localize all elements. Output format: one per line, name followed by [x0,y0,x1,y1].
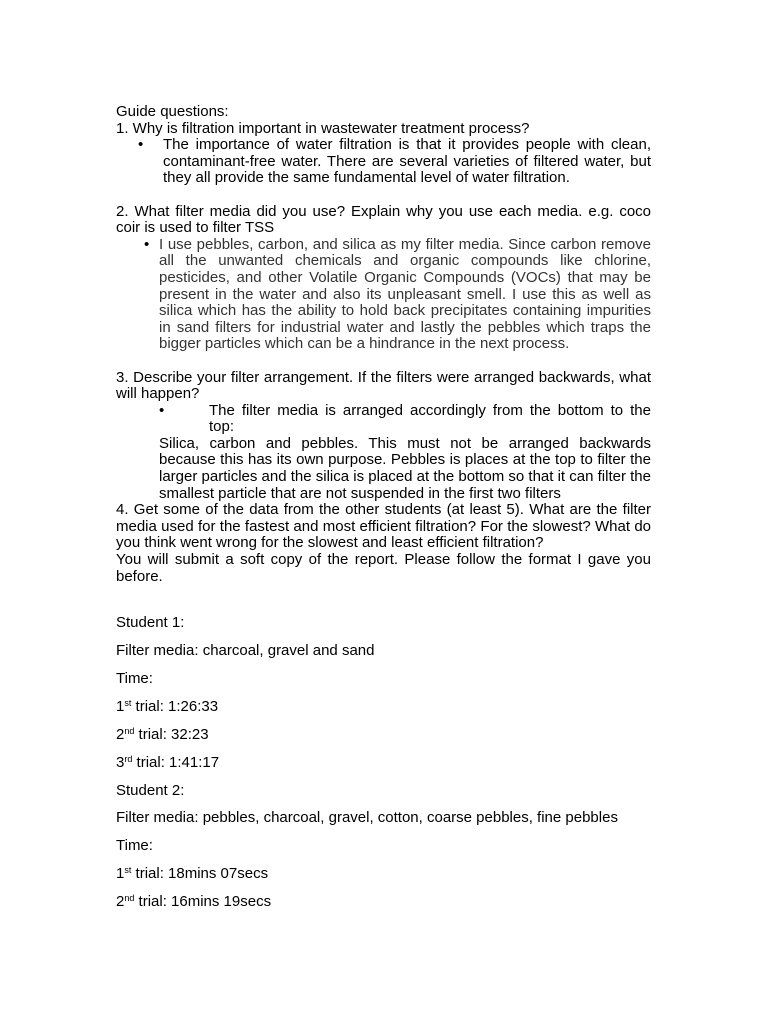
submit-note: You will submit a soft copy of the report. Please follow the format I gave you before. [116,551,651,585]
question-1: 1. Why is filtration important in wastewater treatment process? [116,119,530,137]
question-2: 2. What filter media did you use? Explain why you use each media. e.g. coco coir is used to filter TSS [116,202,651,237]
student-1-media: Filter media: charcoal, gravel and sand [116,642,375,660]
bullet-icon: • [159,401,165,419]
answer-2 [116,237,651,353]
student-1-trial-1: 1st trial: 1:26:33 [116,697,219,715]
answer-1 [116,137,651,187]
student-2-media: Filter media: pebbles, charcoal, gravel, cotton, coarse pebbles, fine pebbles [116,809,618,827]
student-1-trial-2: 2nd trial: 32:23 [116,725,209,743]
answer-3-continued: Silica, carbon and pebbles. This must not be arranged backwards because this has its own purpose. Pebbles is places at the top to filter the larger particles and the silica is placed at the bottom so that it can filter the smallest particle that are not suspended in the first two filters [159,434,651,502]
student-2-time-label: Time: [116,837,153,855]
student-data [116,615,651,911]
student-2-trial-2: 2nd trial: 16mins 19secs [116,893,272,911]
student-2-label: Student 2: [116,781,185,799]
student-1-label: Student 1: [116,614,185,632]
answer-1-text: The importance of water filtration is that it provides people with clean, contaminant-free water. There are several varieties of filtered water, but they all provide the same fundamental level of water filtration. [163,136,651,187]
guide-heading: Guide questions: [116,103,229,120]
question-3: 3. Describe your filter arrangement. If the filters were arranged backwards, what will happen? [116,368,651,403]
document-page [116,104,651,922]
answer-2-text: I use pebbles, carbon, and silica as my filter media. Since carbon remove all the unwanted chemicals and organic compounds like chlorine, pesticides, and other Volatile Organic Compounds (VOCs) that may be present in the water and also its unpleasant smell. I use this as well as silica which has the ability to hold back precipitates containing impurities in sand filters for industrial water and lastly the pebbles which traps the bigger particles which can be a hindrance in the next process. [159,235,651,353]
bullet-icon: • [144,235,150,253]
student-1-trial-3: 3rd trial: 1:41:17 [116,753,220,771]
student-1-time-label: Time: [116,670,153,687]
question-4: 4. Get some of the data from the other students (at least 5). What are the filter media used for the fastest and most efficient filtration? For the slowest? What do you think went wrong for the slowest and least efficient filtration? [116,501,651,552]
bullet-icon: • [138,136,144,154]
student-2-trial-1: 1st trial: 18mins 07secs [116,865,269,883]
answer-3-bullet-text: The filter media is arranged accordingly from the bottom to the top: [209,401,651,436]
answer-3-bullet [116,403,651,436]
